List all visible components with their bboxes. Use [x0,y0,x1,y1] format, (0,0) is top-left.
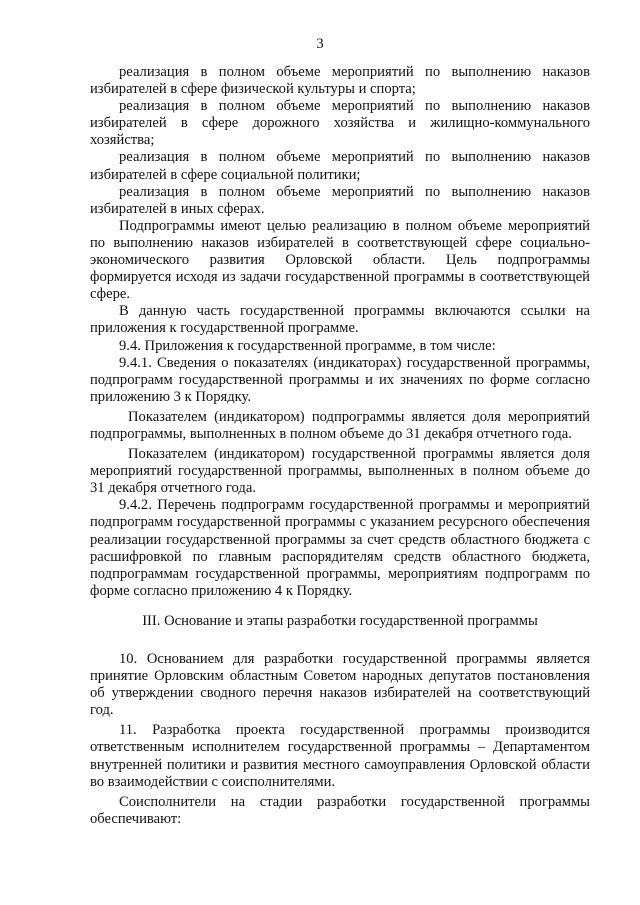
paragraph: 9.4. Приложения к государственной программе, в том числе: [119,337,496,354]
paragraph: 9.4.2. Перечень подпрограмм государственной программы и мероприятий подпрограмм государственной программы с указанием ресурсного обеспечения реализации государственной программы за счет средств областного бюджета с расшифровкой по главным распорядителям средств областного бюджета, подпрограммам государственной программы, мероприятиям подпрограмм по форме согласно приложению 4 к Порядку. [90,497,590,599]
paragraph: Показателем (индикатором) подпрограммы является доля мероприятий подпрограммы, выполненных в полном объеме до 31 декабря отчетного года. [90,408,590,442]
document-body [90,64,590,828]
paragraph: Показателем (индикатором) государственной программы является доля мероприятий государственной программы, выполненных в полном объеме до 31 декабря отчетного года. [90,446,590,497]
paragraph: 11. Разработка проекта государственной программы производится ответственным исполнителем государственной программы – Департаментом внутренней политики и развития местного самоуправления Орловской области во взаимодействии с соисполнителями. [90,722,590,790]
paragraph: В данную часть государственной программы включаются ссылки на приложения к государственной программе. [90,303,590,337]
paragraph: реализация в полном объеме мероприятий по выполнению наказов избирателей в иных сферах. [90,183,590,217]
paragraph: 9.4.1. Сведения о показателях (индикаторах) государственной программы, подпрограмм государственной программы и их значениях по форме согласно приложению 3 к Порядку. [90,354,590,405]
paragraph: Подпрограммы имеют целью реализацию в полном объеме мероприятий по выполнению наказов избирателей в соответствующей сфере социально-экономического развития Орловской области. Цель подпрограммы формируется исходя из задачи государственной программы в соответствующей сфере. [90,217,590,303]
paragraph: Соисполнители на стадии разработки государственной программы обеспечивают: [90,793,590,827]
page-number: 3 [316,36,324,52]
paragraph: реализация в полном объеме мероприятий по выполнению наказов избирателей в сфере социальной политики; [90,149,590,183]
paragraph: 10. Основанием для разработки государственной программы является принятие Орловским областным Советом народных депутатов постановления об утверждении сводного перечня наказов избирателей на соответствующий год. [90,651,590,719]
paragraph: реализация в полном объеме мероприятий по выполнению наказов избирателей в сфере физической культуры и спорта; [90,64,590,98]
section-heading: III. Основание и этапы разработки государственной программы [142,612,538,629]
paragraph: реализация в полном объеме мероприятий по выполнению наказов избирателей в сфере дорожного хозяйства и жилищно-коммунального хозяйства; [90,98,590,149]
